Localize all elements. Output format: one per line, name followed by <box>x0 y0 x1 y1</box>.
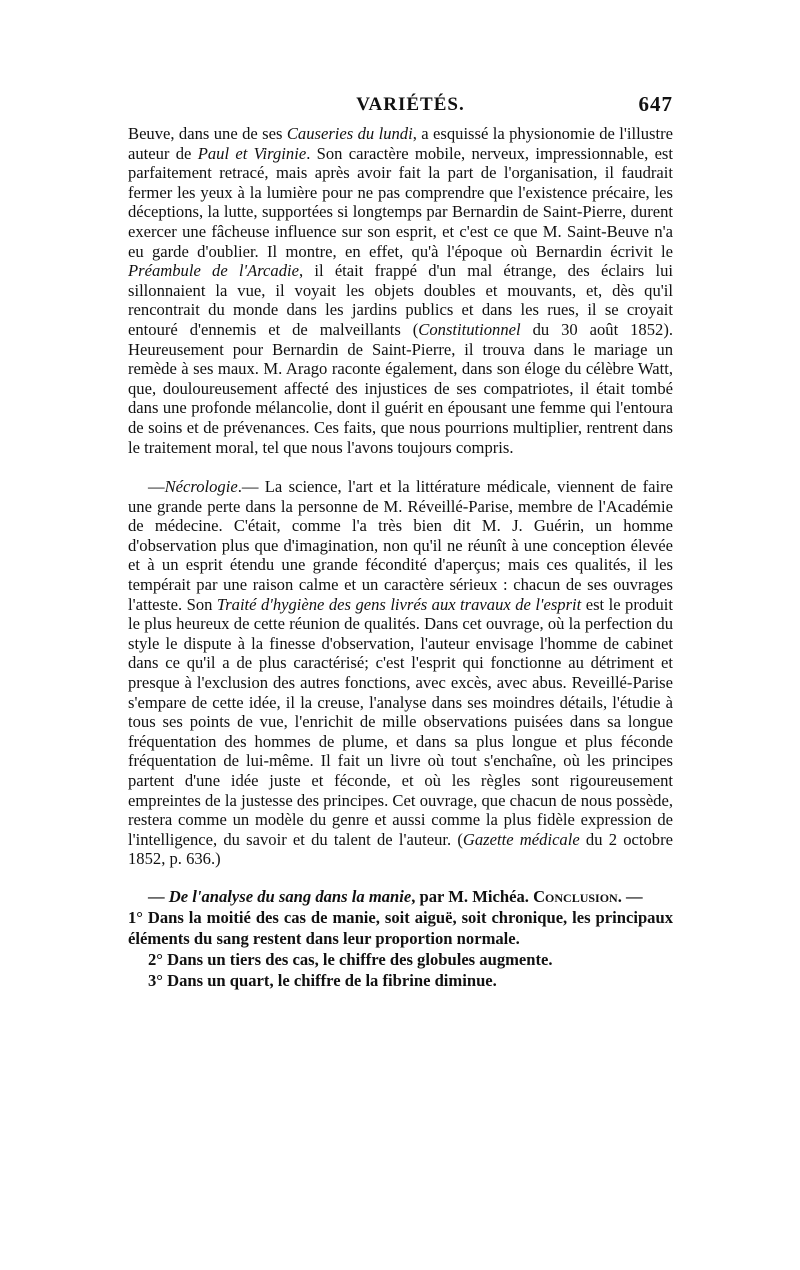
book-page <box>128 92 673 991</box>
paragraph-saint-pierre <box>128 124 673 457</box>
conclusion-item: 3° Dans un quart, le chiffre de la fibrine diminue. <box>148 970 497 990</box>
paragraph-text: . — <box>617 886 643 906</box>
paragraph-text: Beuve, dans une de ses <box>128 124 287 143</box>
small-caps-heading: Conclusion <box>533 886 618 906</box>
paragraph-text: est le produit le plus heureux de cette réunion de qualités. Dans cet ouvrage, où la perfection du style le dispute à la finesse d'observation, l'auteur envisage l'homme de cabinet dans ce qu'il a de plus caractérisé; c'est l'esprit qui fonctionne au détriment et presque à l'exclusion des autres fonctions, avec excès, avec abus. Reveillé-Parise s'empare de cette idée, il la creuse, l'analyse dans ses moindres détails, l'étudie à tous ses points de vue, l'enrichit de mille observations puisées dans sa longue fréquentation des hommes de plume, et dans sa plus longue et plus féconde fréquentation de lui-même. Il fait un livre où tout s'enchaîne, où les principes partent d'une idée juste et féconde, et où les règles sont rigoureusement empreintes de la justesse des principes. Cet ouvrage, que chacun de nous possède, restera comme un modèle du genre et aussi comme la plus fidèle expression de l'intelligence, du savoir et du talent de l'auteur. ( <box>128 594 673 849</box>
italic-heading: Nécrologie <box>164 477 238 497</box>
paragraph-text: .— La science, l'art et la littérature médicale, viennent de faire une grande perte dans la personne de M. Réveillé-Parise, membre de l'Académie de médecine. C'était, comme l'a très bien dit M. J. Guérin, un homme d'observation plus que d'imagination, non qu'il ne réunît à une conception élevée et à un esprit étendu une grande fécondité d'aperçus; mais ces qualités, il les tempérait par une raison calme et un caractère sérieux : chacun de ses ouvrages l'atteste. Son <box>128 477 673 614</box>
conclusion-item: 2° Dans un tiers des cas, le chiffre des globules augmente. <box>148 949 553 969</box>
paragraph-text: — <box>148 477 165 497</box>
paragraph-text: , il était frappé d'un mal étrange, des éclairs lui sillonnaient la vue, il voyait les objets doubles et mouvants, et, dès qu'il rencontrait du monde dans les jardins publics et dans les rues, il se croyait entouré d'ennemis et de malveillants ( <box>128 261 673 339</box>
conclusion-item: 1° Dans la moitié des cas de manie, soit aiguë, soit chronique, les principaux éléments du sang restent dans leur proportion normale. <box>128 907 673 948</box>
page-number: 647 <box>638 92 673 116</box>
paragraph-text: . Son caractère mobile, nerveux, impressionnable, est parfaitement retracé, mais après avoir fait la part de l'organisation, il faudrait fermer les yeux à la lumière pour ne pas comprendre que l'existence précaire, les déceptions, la lutte, supportées si longtemps par Bernardin de Saint-Pierre, durent exercer une fâcheuse influence sur son esprit, et c'est ce que M. Saint-Beuve n'a eu garde d'oublier. Il montre, en effet, qu'à l'époque où Bernardin écrivit le <box>128 143 674 261</box>
italic-title: Préambule de l'Arcadie <box>128 261 299 281</box>
paragraph-text: du 2 octobre 1852, p. 636.) <box>128 829 673 869</box>
paragraph-text: — <box>148 886 169 906</box>
italic-source: Constitutionnel <box>418 319 521 339</box>
paragraph-text: du 30 août 1852). Heureusement pour Bernardin de Saint-Pierre, il trouva dans le mariage un remède à ses maux. M. Arago raconte également, dans son éloge du célèbre Watt, que, douloureusement affecté des injustices de ses compatriotes, il était tombé dans une profonde mélancolie, dont il guérit en épousant une femme qui l'entoura de soins et de prévenances. Ces faits, que nous pourrions multiplier, rentrent dans le traitement moral, tel que nous l'avons toujours compris. <box>128 319 673 457</box>
paragraph-text: , par M. Michéa. <box>411 886 534 906</box>
italic-title: De l'analyse du sang dans la manie <box>168 886 412 906</box>
running-header <box>128 92 673 124</box>
paragraph-necrologie <box>128 477 673 869</box>
italic-title: Paul et Virginie <box>197 143 307 163</box>
section-title: VARIÉTÉS. <box>356 94 465 115</box>
italic-title: Traité d'hygiène des gens livrés aux travaux de l'esprit <box>216 594 582 614</box>
paragraph-analyse-sang <box>128 887 673 907</box>
italic-source: Gazette médicale <box>462 829 580 849</box>
italic-title: Causeries du lundi <box>286 124 413 143</box>
paragraph-text: , a esquissé la physionomie de l'illustre auteur de <box>128 124 673 163</box>
